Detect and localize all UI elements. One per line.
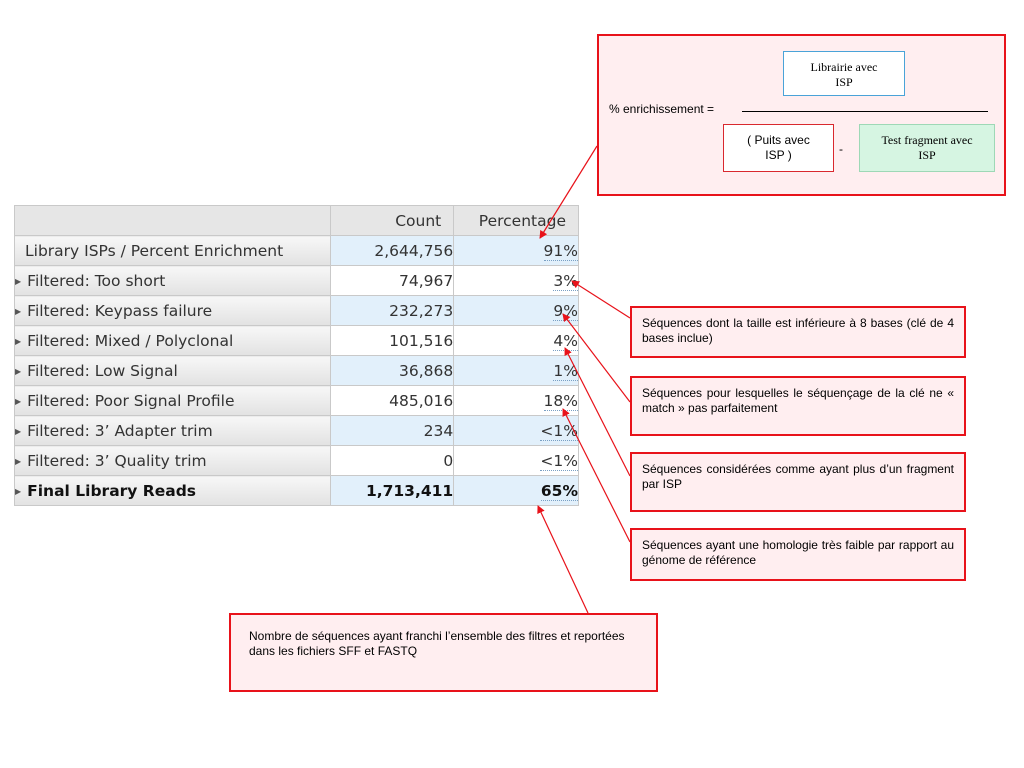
row-label: Filtered: 3’ Adapter trim: [27, 421, 213, 440]
row-percentage[interactable]: 4%: [553, 331, 578, 350]
row-label: Filtered: Mixed / Polyclonal: [27, 331, 234, 350]
row-percentage[interactable]: <1%: [540, 421, 578, 440]
callout-too-short: Séquences dont la taille est inférieure à 8 bases (clé de 4 bases inclue): [630, 306, 966, 358]
minus-sign: -: [839, 142, 843, 156]
row-count: 2,644,756: [330, 236, 454, 266]
callout-poor-signal: Séquences ayant une homologie très faible par rapport au génome de référence: [630, 528, 966, 581]
row-count: 36,868: [330, 356, 454, 386]
expand-triangle-icon[interactable]: ▶: [15, 396, 22, 406]
expand-triangle-icon[interactable]: ▶: [15, 486, 22, 496]
arrow-too-short: [572, 281, 630, 318]
wells-line-2: ISP ): [765, 148, 792, 162]
callout-final-reads: Nombre de séquences ayant franchi l’ensemble des filtres et reportées dans les fichiers SFF et FASTQ: [229, 613, 658, 692]
row-count: 234: [330, 416, 454, 446]
expand-triangle-icon[interactable]: ▶: [15, 306, 22, 316]
row-count: 101,516: [330, 326, 454, 356]
expand-triangle-icon[interactable]: ▶: [15, 426, 22, 436]
row-percentage[interactable]: 65%: [540, 481, 578, 500]
row-percentage[interactable]: 3%: [553, 271, 578, 290]
row-label: Filtered: 3’ Quality trim: [27, 451, 207, 470]
row-percentage[interactable]: 91%: [543, 241, 578, 260]
arrow-final: [538, 506, 588, 613]
expand-triangle-icon[interactable]: ▶: [15, 366, 22, 376]
numerator-line-2: ISP: [835, 75, 853, 89]
row-percentage[interactable]: 9%: [553, 301, 578, 320]
callout-keypass: Séquences pour lesquelles le séquençage de la clé ne « match » pas parfaitement: [630, 376, 966, 436]
arrow-polyclonal: [565, 348, 630, 476]
arrow-formula-to-91: [540, 146, 597, 238]
callout-polyclonal: Séquences considérées comme ayant plus d’un fragment par ISP: [630, 452, 966, 512]
row-percentage[interactable]: 1%: [553, 361, 578, 380]
row-percentage[interactable]: 18%: [543, 391, 578, 410]
expand-triangle-icon[interactable]: ▶: [15, 276, 22, 286]
row-label: Library ISPs / Percent Enrichment: [15, 236, 331, 266]
expand-triangle-icon[interactable]: ▶: [15, 456, 22, 466]
header-count: Count: [330, 206, 454, 236]
row-label: Filtered: Poor Signal Profile: [27, 391, 235, 410]
expand-triangle-icon[interactable]: ▶: [15, 336, 22, 346]
row-count: 232,273: [330, 296, 454, 326]
formula-label: % enrichissement =: [609, 102, 715, 116]
arrow-poor-signal: [563, 409, 630, 542]
row-label: Filtered: Keypass failure: [27, 301, 213, 320]
test-fragment-line-2: ISP: [918, 148, 936, 162]
wells-line-1: ( Puits avec: [747, 133, 810, 147]
row-label: Final Library Reads: [27, 481, 197, 500]
numerator-line-1: Librairie avec: [810, 60, 878, 74]
row-count: 485,016: [330, 386, 454, 416]
row-label: Filtered: Too short: [27, 271, 166, 290]
row-percentage[interactable]: <1%: [540, 451, 578, 470]
row-count: 0: [330, 446, 454, 476]
test-fragment-line-1: Test fragment avec: [881, 133, 973, 147]
row-count: 74,967: [330, 266, 454, 296]
row-label: Filtered: Low Signal: [27, 361, 178, 380]
row-count: 1,713,411: [330, 476, 454, 506]
header-percentage: Percentage: [454, 206, 579, 236]
arrow-keypass: [563, 314, 630, 402]
